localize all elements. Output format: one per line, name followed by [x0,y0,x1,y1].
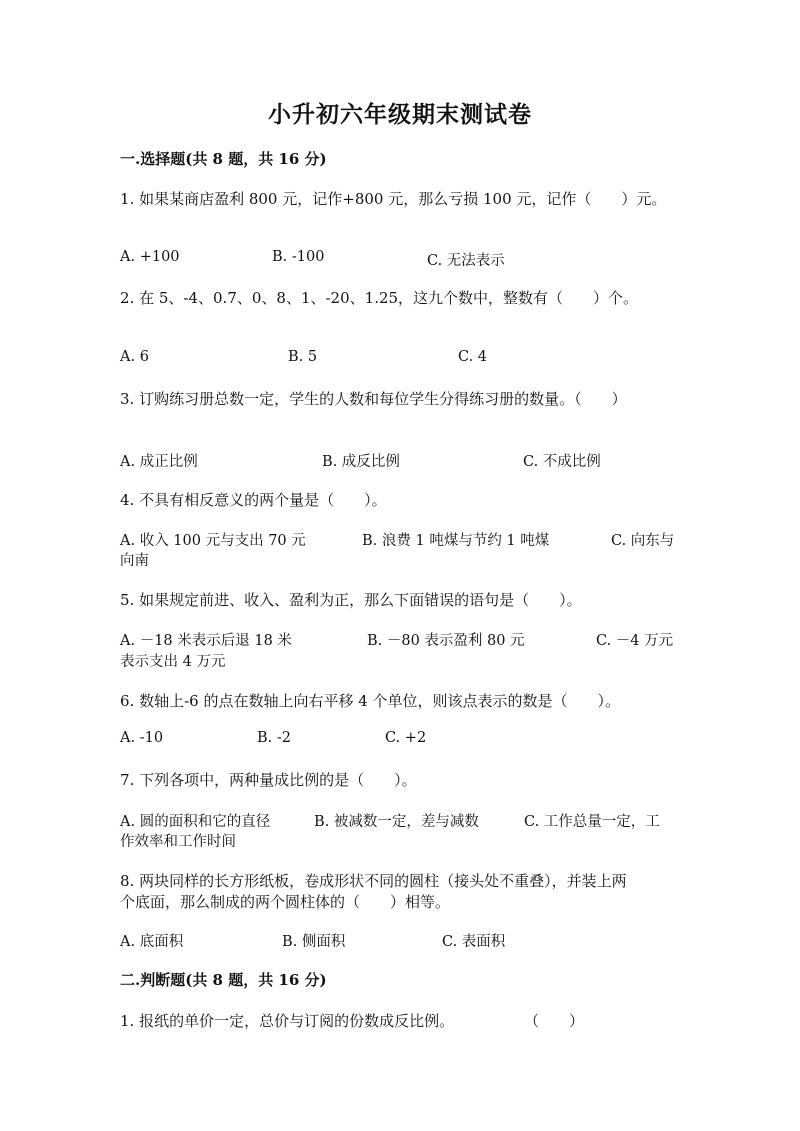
q6-option-c: C. +2 [385,730,427,746]
q5-option-a: A. －18 米表示后退 18 米 [120,633,292,649]
q5-option-c-continued: 表示支出 4 万元 [120,654,226,670]
q4-option-c-continued: 向南 [120,553,149,569]
q1-option-c: C. 无法表示 [427,253,505,269]
q7-option-c: C. 工作总量一定，工 [524,814,660,830]
question-2: 2. 在 5、-4、0.7、0、8、1、-20、1.25，这九个数中，整数有（ ）个。 [120,289,639,307]
q3-option-c: C. 不成比例 [523,454,601,470]
q3-option-b: B. 成反比例 [322,454,400,470]
q7-option-b: B. 被减数一定，差与减数 [314,814,479,830]
q4-option-c: C. 向东与 [611,533,675,549]
question-3: 3. 订购练习册总数一定，学生的人数和每位学生分得练习册的数量。（ ） [120,390,627,408]
q8-option-a: A. 底面积 [120,934,184,950]
question-8: 8. 两块同样的长方形纸板，卷成形状不同的圆柱（接头处不重叠），并装上两 [120,872,627,890]
q2-option-a: A. 6 [120,349,149,365]
q7-option-c-continued: 作效率和工作时间 [120,834,236,850]
answer-bracket: （ ） [524,1012,585,1030]
question-1: 1. 如果某商店盈利 800 元，记作+800 元，那么亏损 100 元，记作（ ）元。 [120,190,667,208]
q8-option-c: C. 表面积 [442,934,506,950]
q2-option-b: B. 5 [288,349,318,365]
q1-option-a: A. +100 [120,249,180,265]
q6-option-a: A. -10 [120,730,164,746]
page-title: 小升初六年级期末测试卷 [268,101,532,128]
question-6: 6. 数轴上-6 的点在数轴上向右平移 4 个单位，则该点表示的数是（ ）。 [120,692,621,710]
judgment-question-1: 1. 报纸的单价一定，总价与订阅的份数成反比例。 [120,1012,455,1030]
section-heading-choice: 一.选择题(共 8 题，共 16 分) [120,150,327,168]
q3-option-a: A. 成正比例 [120,454,198,470]
section-heading-judgment: 二.判断题(共 8 题，共 16 分) [120,971,327,989]
q5-option-c: C. －4 万元 [596,633,674,649]
question-4: 4. 不具有相反意义的两个量是（ ）。 [120,491,387,509]
q4-option-a: A. 收入 100 元与支出 70 元 [120,533,306,549]
question-5: 5. 如果规定前进、收入、盈利为正，那么下面错误的语句是（ ）。 [120,591,582,609]
question-7: 7. 下列各项中，两种量成比例的是（ ）。 [120,771,417,789]
q1-option-b: B. -100 [272,249,325,265]
q7-option-a: A. 圆的面积和它的直径 [120,814,271,830]
q5-option-b: B. －80 表示盈利 80 元 [367,633,525,649]
q8-option-b: B. 侧面积 [282,934,346,950]
q2-option-c: C. 4 [458,349,488,365]
q6-option-b: B. -2 [257,730,291,746]
question-8-continued: 个底面，那么制成的两个圆柱体的（ ）相等。 [120,893,451,911]
q4-option-b: B. 浪费 1 吨煤与节约 1 吨煤 [362,533,550,549]
